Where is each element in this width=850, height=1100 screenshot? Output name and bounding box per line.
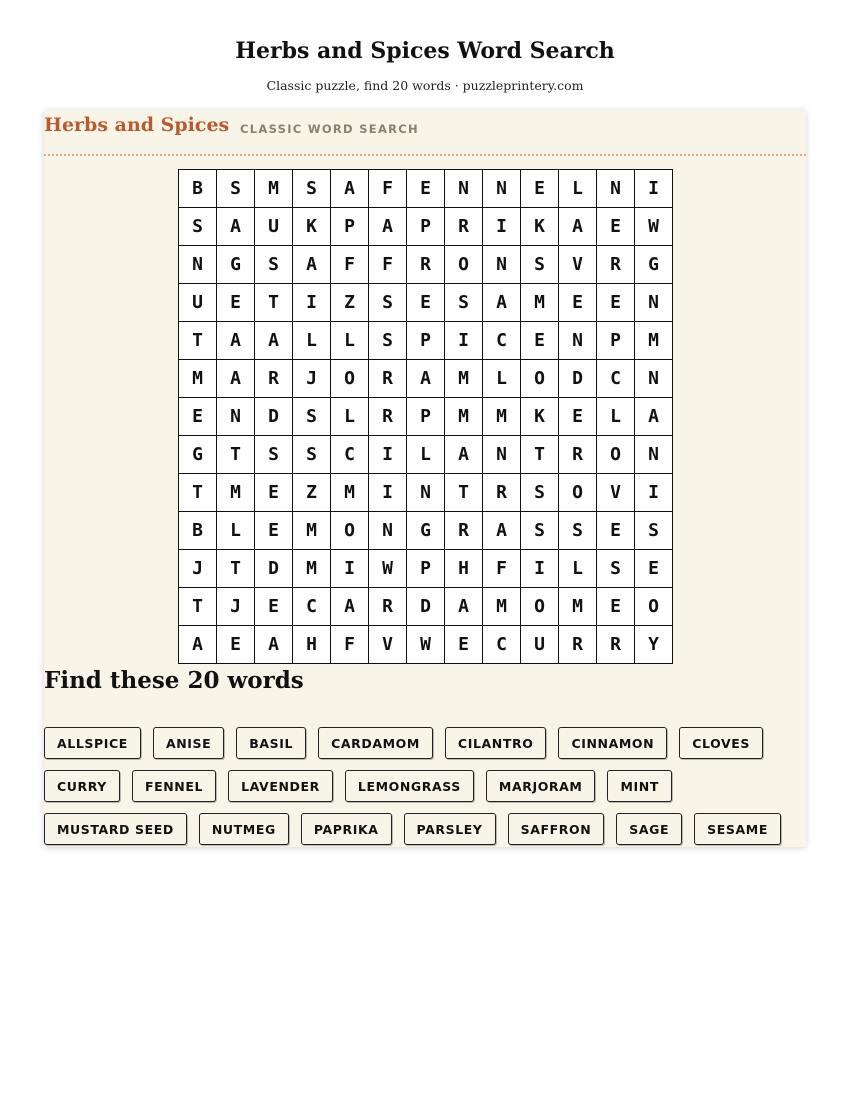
grid-cell[interactable]: A: [483, 284, 521, 322]
grid-cell[interactable]: E: [559, 284, 597, 322]
grid-cell[interactable]: R: [369, 360, 407, 398]
puzzle-type-label: CLASSIC WORD SEARCH: [240, 122, 419, 136]
word-chip[interactable]: SAFFRON: [508, 813, 605, 845]
grid-cell[interactable]: L: [597, 398, 635, 436]
grid-cell[interactable]: N: [483, 246, 521, 284]
puzzle-card: [44, 110, 806, 847]
grid-cell[interactable]: R: [597, 626, 635, 664]
grid-cell[interactable]: M: [445, 398, 483, 436]
grid-cell[interactable]: I: [483, 208, 521, 246]
grid-cell[interactable]: D: [255, 398, 293, 436]
grid-cell[interactable]: J: [217, 588, 255, 626]
grid-cell[interactable]: P: [407, 322, 445, 360]
grid-cell[interactable]: A: [293, 246, 331, 284]
grid-cell[interactable]: R: [369, 588, 407, 626]
grid-cell[interactable]: M: [559, 588, 597, 626]
grid-cell[interactable]: N: [179, 246, 217, 284]
grid-cell[interactable]: R: [369, 398, 407, 436]
grid-cell[interactable]: E: [521, 322, 559, 360]
word-chip[interactable]: ANISE: [153, 727, 224, 759]
grid-cell[interactable]: E: [445, 626, 483, 664]
grid-cell[interactable]: N: [483, 436, 521, 474]
grid-cell[interactable]: C: [597, 360, 635, 398]
grid-cell[interactable]: O: [635, 588, 673, 626]
grid-cell[interactable]: L: [331, 398, 369, 436]
grid-cell[interactable]: A: [483, 512, 521, 550]
grid-cell[interactable]: R: [445, 512, 483, 550]
grid-cell[interactable]: E: [407, 170, 445, 208]
word-chip[interactable]: CILANTRO: [445, 727, 547, 759]
grid-cell[interactable]: A: [217, 360, 255, 398]
word-chip[interactable]: FENNEL: [132, 770, 216, 802]
grid-cell[interactable]: Y: [635, 626, 673, 664]
grid-cell[interactable]: N: [635, 360, 673, 398]
grid-cell[interactable]: O: [331, 512, 369, 550]
grid-cell[interactable]: E: [521, 170, 559, 208]
grid-cell[interactable]: I: [635, 474, 673, 512]
grid-cell[interactable]: G: [407, 512, 445, 550]
grid-cell[interactable]: I: [331, 550, 369, 588]
grid-cell[interactable]: E: [255, 512, 293, 550]
grid-cell[interactable]: E: [597, 512, 635, 550]
grid-cell[interactable]: E: [407, 284, 445, 322]
grid-cell[interactable]: T: [179, 322, 217, 360]
word-list-row: [44, 770, 672, 802]
grid-cell[interactable]: P: [407, 550, 445, 588]
grid-cell[interactable]: L: [407, 436, 445, 474]
grid-cell[interactable]: W: [635, 208, 673, 246]
word-chip[interactable]: PARSLEY: [404, 813, 496, 845]
grid-cell[interactable]: E: [179, 398, 217, 436]
grid-cell[interactable]: G: [217, 246, 255, 284]
grid-cell[interactable]: L: [483, 360, 521, 398]
grid-cell[interactable]: R: [559, 436, 597, 474]
grid-cell[interactable]: N: [559, 322, 597, 360]
grid-cell[interactable]: E: [255, 588, 293, 626]
grid-cell[interactable]: K: [521, 208, 559, 246]
grid-cell[interactable]: S: [369, 284, 407, 322]
grid-cell[interactable]: S: [635, 512, 673, 550]
grid-cell[interactable]: C: [293, 588, 331, 626]
word-chip[interactable]: ALLSPICE: [44, 727, 141, 759]
page-subtitle: Classic puzzle, find 20 words · puzzleprintery.com: [266, 78, 584, 93]
word-chip[interactable]: CINNAMON: [558, 727, 667, 759]
grid-cell[interactable]: N: [597, 170, 635, 208]
grid-cell[interactable]: Z: [331, 284, 369, 322]
grid-cell[interactable]: H: [293, 626, 331, 664]
grid-cell[interactable]: S: [293, 398, 331, 436]
grid-cell[interactable]: I: [293, 284, 331, 322]
grid-cell[interactable]: M: [331, 474, 369, 512]
grid-cell[interactable]: B: [179, 512, 217, 550]
word-list-heading: Find these 20 words: [44, 667, 304, 694]
page-title: Herbs and Spices Word Search: [235, 38, 615, 64]
grid-cell[interactable]: M: [445, 360, 483, 398]
grid-cell[interactable]: V: [559, 246, 597, 284]
grid-cell[interactable]: R: [255, 360, 293, 398]
grid-cell[interactable]: N: [483, 170, 521, 208]
grid-cell[interactable]: P: [407, 208, 445, 246]
grid-cell[interactable]: O: [597, 436, 635, 474]
grid-cell[interactable]: T: [179, 588, 217, 626]
grid-cell[interactable]: A: [255, 322, 293, 360]
grid-cell[interactable]: G: [635, 246, 673, 284]
grid-cell[interactable]: F: [483, 550, 521, 588]
grid-cell[interactable]: D: [559, 360, 597, 398]
word-list-row: [44, 727, 763, 759]
grid-cell[interactable]: K: [293, 208, 331, 246]
word-chip[interactable]: SAGE: [616, 813, 682, 845]
grid-cell[interactable]: L: [559, 550, 597, 588]
grid-cell[interactable]: A: [331, 170, 369, 208]
grid-cell[interactable]: S: [293, 170, 331, 208]
grid-cell[interactable]: E: [635, 550, 673, 588]
grid-cell[interactable]: I: [369, 474, 407, 512]
grid-cell[interactable]: M: [293, 550, 331, 588]
grid-cell[interactable]: A: [445, 588, 483, 626]
grid-cell[interactable]: M: [293, 512, 331, 550]
grid-cell[interactable]: I: [521, 550, 559, 588]
grid-cell[interactable]: S: [179, 208, 217, 246]
grid-cell[interactable]: A: [255, 626, 293, 664]
word-chip[interactable]: MUSTARD SEED: [44, 813, 187, 845]
grid-cell[interactable]: L: [217, 512, 255, 550]
grid-cell[interactable]: A: [217, 208, 255, 246]
grid-cell[interactable]: E: [597, 208, 635, 246]
word-chip[interactable]: SESAME: [694, 813, 781, 845]
word-chip[interactable]: PAPRIKA: [301, 813, 392, 845]
grid-cell[interactable]: W: [369, 550, 407, 588]
grid-cell[interactable]: I: [635, 170, 673, 208]
word-chip[interactable]: CLOVES: [679, 727, 763, 759]
grid-cell[interactable]: L: [559, 170, 597, 208]
grid-cell[interactable]: S: [255, 246, 293, 284]
grid-cell[interactable]: O: [445, 246, 483, 284]
grid-cell[interactable]: O: [521, 360, 559, 398]
grid-cell[interactable]: F: [369, 170, 407, 208]
grid-cell[interactable]: M: [521, 284, 559, 322]
grid-cell[interactable]: C: [331, 436, 369, 474]
grid-cell[interactable]: A: [559, 208, 597, 246]
grid-cell[interactable]: T: [255, 284, 293, 322]
grid-cell[interactable]: E: [559, 398, 597, 436]
grid-cell[interactable]: E: [255, 474, 293, 512]
grid-cell[interactable]: S: [521, 246, 559, 284]
grid-cell[interactable]: R: [597, 246, 635, 284]
grid-cell[interactable]: P: [597, 322, 635, 360]
grid-cell[interactable]: D: [407, 588, 445, 626]
grid-cell[interactable]: U: [179, 284, 217, 322]
grid-cell[interactable]: T: [179, 474, 217, 512]
grid-cell[interactable]: T: [217, 550, 255, 588]
grid-cell[interactable]: A: [369, 208, 407, 246]
grid-cell[interactable]: U: [255, 208, 293, 246]
word-list-row: [44, 813, 781, 845]
grid-cell[interactable]: N: [635, 436, 673, 474]
grid-cell[interactable]: O: [331, 360, 369, 398]
grid-cell[interactable]: A: [217, 322, 255, 360]
grid-cell[interactable]: S: [521, 474, 559, 512]
grid-cell[interactable]: N: [407, 474, 445, 512]
grid-cell[interactable]: R: [559, 626, 597, 664]
grid-cell[interactable]: M: [217, 474, 255, 512]
grid-cell[interactable]: J: [179, 550, 217, 588]
grid-cell[interactable]: M: [483, 588, 521, 626]
grid-cell[interactable]: F: [331, 246, 369, 284]
grid-cell[interactable]: L: [331, 322, 369, 360]
word-chip[interactable]: CURRY: [44, 770, 120, 802]
grid-cell[interactable]: A: [407, 360, 445, 398]
grid-cell[interactable]: B: [179, 170, 217, 208]
grid-cell[interactable]: I: [445, 322, 483, 360]
grid-cell[interactable]: A: [635, 398, 673, 436]
grid-cell[interactable]: I: [369, 436, 407, 474]
grid-cell[interactable]: S: [597, 550, 635, 588]
grid-cell[interactable]: M: [483, 398, 521, 436]
grid-cell[interactable]: J: [293, 360, 331, 398]
grid-cell[interactable]: T: [521, 436, 559, 474]
grid-cell[interactable]: C: [483, 626, 521, 664]
grid-cell[interactable]: A: [179, 626, 217, 664]
grid-cell[interactable]: E: [597, 284, 635, 322]
grid-cell[interactable]: V: [597, 474, 635, 512]
word-chip[interactable]: LEMONGRASS: [345, 770, 474, 802]
grid-cell[interactable]: S: [369, 322, 407, 360]
grid-cell[interactable]: E: [597, 588, 635, 626]
grid-cell[interactable]: N: [635, 284, 673, 322]
grid-cell[interactable]: S: [255, 436, 293, 474]
grid-cell[interactable]: S: [293, 436, 331, 474]
grid-cell[interactable]: R: [483, 474, 521, 512]
grid-cell[interactable]: Z: [293, 474, 331, 512]
grid-cell[interactable]: G: [179, 436, 217, 474]
grid-cell[interactable]: S: [521, 512, 559, 550]
grid-cell[interactable]: O: [521, 588, 559, 626]
grid-cell[interactable]: A: [331, 588, 369, 626]
grid-cell[interactable]: A: [445, 436, 483, 474]
grid-cell[interactable]: K: [521, 398, 559, 436]
grid-cell[interactable]: E: [217, 626, 255, 664]
word-chip[interactable]: CARDAMOM: [318, 727, 433, 759]
word-chip[interactable]: LAVENDER: [228, 770, 333, 802]
grid-cell[interactable]: T: [445, 474, 483, 512]
grid-cell[interactable]: F: [331, 626, 369, 664]
grid-cell[interactable]: M: [635, 322, 673, 360]
grid-cell[interactable]: S: [445, 284, 483, 322]
grid-cell[interactable]: W: [407, 626, 445, 664]
grid-cell[interactable]: M: [255, 170, 293, 208]
grid-cell[interactable]: N: [445, 170, 483, 208]
grid-cell[interactable]: S: [559, 512, 597, 550]
card-title: Herbs and Spices: [44, 114, 230, 136]
grid-cell[interactable]: F: [369, 246, 407, 284]
grid-cell[interactable]: H: [445, 550, 483, 588]
grid-cell[interactable]: O: [559, 474, 597, 512]
grid-cell[interactable]: E: [217, 284, 255, 322]
card-header: [44, 110, 806, 156]
word-chip[interactable]: MINT: [607, 770, 671, 802]
grid-cell[interactable]: N: [217, 398, 255, 436]
grid-cell[interactable]: M: [179, 360, 217, 398]
grid-cell[interactable]: S: [217, 170, 255, 208]
grid-cell[interactable]: R: [445, 208, 483, 246]
grid-cell[interactable]: D: [255, 550, 293, 588]
letter-grid: [178, 169, 673, 664]
grid-cell[interactable]: C: [483, 322, 521, 360]
grid-cell[interactable]: U: [521, 626, 559, 664]
grid-cell[interactable]: L: [293, 322, 331, 360]
grid-cell[interactable]: V: [369, 626, 407, 664]
grid-cell[interactable]: N: [369, 512, 407, 550]
grid-cell[interactable]: R: [407, 246, 445, 284]
grid-cell[interactable]: P: [407, 398, 445, 436]
word-chip[interactable]: MARJORAM: [486, 770, 596, 802]
grid-cell[interactable]: T: [217, 436, 255, 474]
word-chip[interactable]: BASIL: [236, 727, 306, 759]
grid-cell[interactable]: P: [331, 208, 369, 246]
word-chip[interactable]: NUTMEG: [199, 813, 289, 845]
